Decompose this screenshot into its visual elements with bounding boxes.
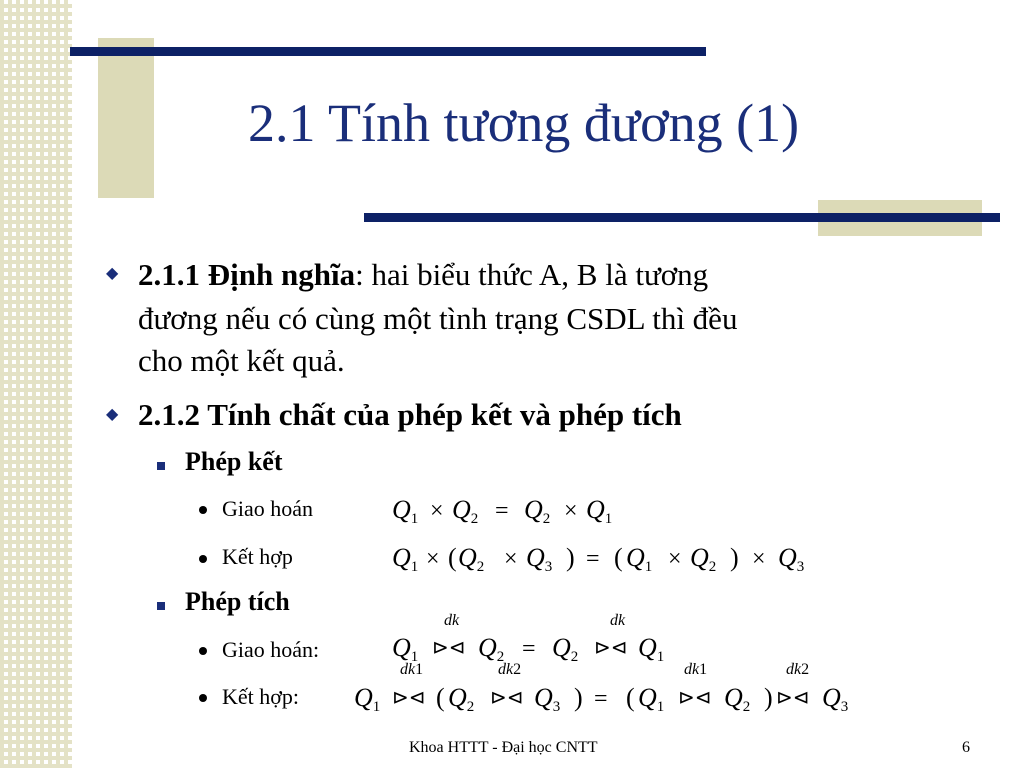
svg-text:Q1: Q1 <box>392 543 419 574</box>
svg-text:⊳⊲: ⊳⊲ <box>678 687 712 709</box>
svg-text:(: ( <box>614 543 623 572</box>
definition-line-2: đương nếu có cùng một tình trạng CSDL thì đều <box>138 301 738 336</box>
svg-text:Q2: Q2 <box>452 495 479 526</box>
svg-text:dk2: dk2 <box>498 661 522 678</box>
product-heading: Phép tích <box>185 587 290 616</box>
svg-text:dk: dk <box>444 612 460 629</box>
svg-text:=: = <box>495 498 509 524</box>
definition-text-1: : hai biểu thức A, B là tương <box>355 257 709 292</box>
svg-text:Q1: Q1 <box>354 683 381 715</box>
definition-line-1 <box>138 256 708 293</box>
svg-text:Q1: Q1 <box>586 495 613 526</box>
join-heading: Phép kết <box>185 447 283 476</box>
svg-text:⊳⊲: ⊳⊲ <box>594 637 628 659</box>
dot-bullet-icon <box>199 694 207 702</box>
svg-text:Q1: Q1 <box>638 683 665 715</box>
square-bullet-icon <box>157 602 165 610</box>
svg-text:⊳⊲: ⊳⊲ <box>776 687 810 709</box>
svg-text:Q2: Q2 <box>524 495 551 526</box>
svg-text:): ) <box>764 683 773 712</box>
join-associative-label: Kết hợp <box>222 544 293 569</box>
svg-text:=: = <box>522 636 536 662</box>
svg-text:): ) <box>574 683 583 712</box>
svg-text:×: × <box>752 546 766 572</box>
join-associative-formula <box>392 538 842 574</box>
svg-text:): ) <box>730 543 739 572</box>
definition-label: 2.1.1 Định nghĩa <box>138 257 356 292</box>
svg-text:×: × <box>430 498 444 524</box>
svg-text:(: ( <box>626 683 635 712</box>
svg-text:(: ( <box>436 683 445 712</box>
svg-text:×: × <box>564 498 578 524</box>
svg-text:Q1: Q1 <box>638 633 665 665</box>
svg-text:⊳⊲: ⊳⊲ <box>490 687 524 709</box>
svg-text:Q3: Q3 <box>526 543 553 574</box>
svg-text:Q2: Q2 <box>552 633 579 665</box>
decor-block-top <box>98 38 154 198</box>
svg-text:Q2: Q2 <box>448 683 475 715</box>
svg-text:Q2: Q2 <box>458 543 485 574</box>
svg-text:⊳⊲: ⊳⊲ <box>432 637 466 659</box>
dot-bullet-icon <box>199 555 207 563</box>
slide-title: 2.1 Tính tương đương (1) <box>248 93 800 153</box>
svg-text:×: × <box>426 546 440 572</box>
properties-heading: 2.1.2 Tính chất của phép kết và phép tích <box>138 397 682 432</box>
svg-text:=: = <box>594 686 608 712</box>
svg-text:(: ( <box>448 543 457 572</box>
svg-text:Q1: Q1 <box>626 543 653 574</box>
svg-text:⊳⊲: ⊳⊲ <box>392 687 426 709</box>
svg-text:Q3: Q3 <box>822 683 849 715</box>
svg-text:Q1: Q1 <box>392 633 419 665</box>
svg-text:=: = <box>586 546 600 572</box>
diamond-bullet-icon: ◆ <box>106 406 119 423</box>
svg-text:Q3: Q3 <box>534 683 561 715</box>
svg-text:dk1: dk1 <box>684 661 708 678</box>
svg-text:Q2: Q2 <box>478 633 505 665</box>
product-commutative-label: Giao hoán: <box>222 637 320 662</box>
left-pattern-stripe <box>0 0 72 768</box>
join-commutative-formula <box>392 490 632 526</box>
svg-text:): ) <box>566 543 575 572</box>
dot-bullet-icon <box>199 647 207 655</box>
dot-bullet-icon <box>199 506 207 514</box>
square-bullet-icon <box>157 462 165 470</box>
svg-text:Q2: Q2 <box>690 543 717 574</box>
svg-text:Q3: Q3 <box>778 543 805 574</box>
product-associative-label: Kết hợp: <box>222 684 300 709</box>
svg-text:×: × <box>668 546 682 572</box>
svg-text:Q1: Q1 <box>392 495 419 526</box>
join-commutative-label: Giao hoán <box>222 496 314 521</box>
product-associative-formula <box>354 658 874 716</box>
svg-text:dk: dk <box>610 612 626 629</box>
footer-text: Khoa HTTT - Đại học CNTT <box>409 739 598 756</box>
diamond-bullet-icon: ◆ <box>106 265 119 282</box>
page-number: 6 <box>962 739 970 756</box>
title-rule-bottom <box>364 213 1000 222</box>
svg-text:Q2: Q2 <box>724 683 751 715</box>
definition-line-3: cho một kết quả. <box>138 343 345 378</box>
title-rule-top <box>70 47 706 56</box>
svg-text:dk2: dk2 <box>786 661 810 678</box>
svg-text:×: × <box>504 546 518 572</box>
svg-text:dk1: dk1 <box>400 661 424 678</box>
